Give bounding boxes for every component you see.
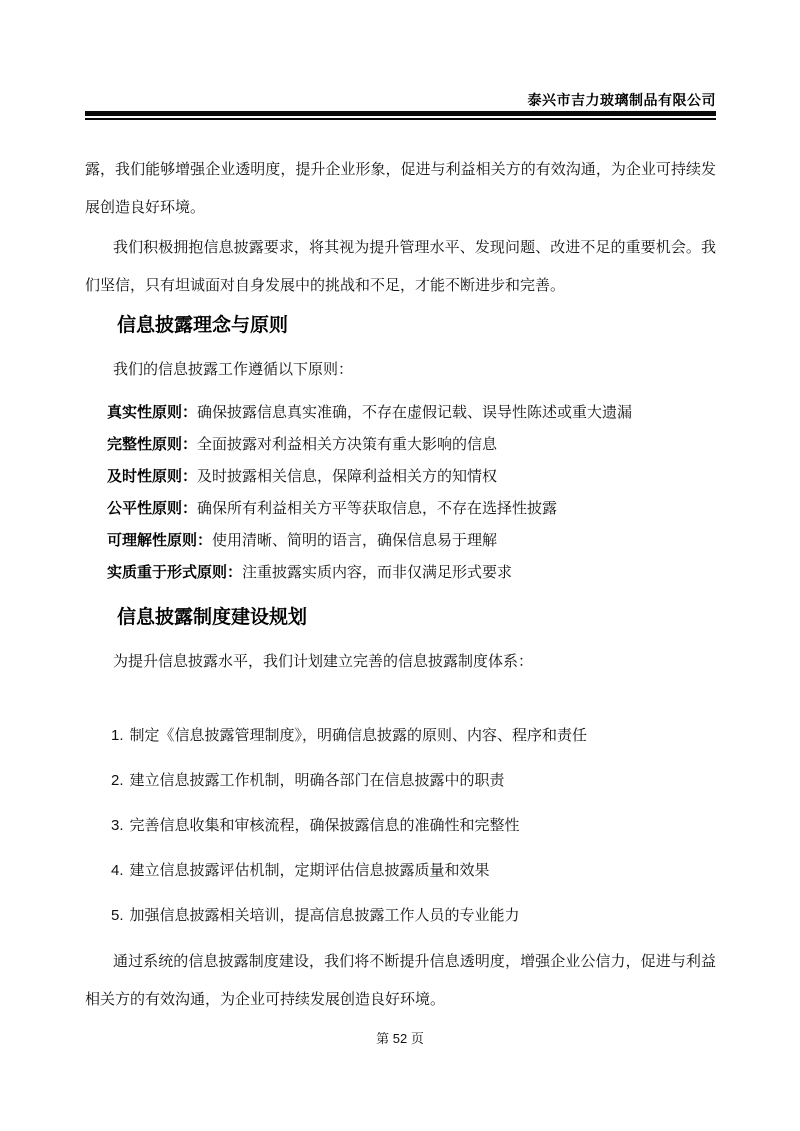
principle-text: 及时披露相关信息，保障利益相关方的知情权 (197, 468, 498, 485)
principle-item (107, 397, 716, 429)
principle-text: 注重披露实质内容，而非仅满足形式要求 (242, 564, 513, 581)
principle-label: 真实性原则： (107, 404, 198, 421)
system-plan-intro: 为提升信息披露水平，我们计划建立完善的信息披露制度体系： (113, 653, 534, 670)
principle-text: 确保所有利益相关方平等获取信息，不存在选择性披露 (197, 500, 558, 517)
principle-label: 实质重于形式原则： (107, 564, 243, 581)
plan-item-text: 制定《信息披露管理制度》，明确信息披露的原则、内容、程序和责任 (129, 727, 588, 744)
plan-item-number: 4. (111, 862, 124, 879)
plan-item-text: 完善信息收集和审核流程，确保披露信息的准确性和完整性 (129, 817, 520, 834)
principle-item (107, 525, 716, 557)
plan-item-number: 5. (111, 907, 124, 924)
section-title-system-plan: 信息披露制度建设规划 (117, 607, 308, 628)
paragraph-commitment: 我们积极拥抱信息披露要求，将其视为提升管理水平、发现问题、改进不足的重要机会。我们坚信，只有坦诚面对自身发展中的挑战和不足，才能不断进步和完善。 (85, 239, 716, 294)
principles-list (107, 397, 716, 589)
principle-item (107, 493, 716, 525)
principle-label: 可理解性原则： (107, 532, 213, 549)
principle-text: 确保披露信息真实准确，不存在虚假记载、误导性陈述或重大遗漏 (197, 404, 633, 421)
plan-item-number: 1. (111, 727, 124, 744)
principle-label: 公平性原则： (107, 500, 198, 517)
header-company-name: 泰兴市吉力玻璃制品有限公司 (527, 92, 716, 108)
principle-text: 全面披露对利益相关方决策有重大影响的信息 (197, 436, 498, 453)
plan-item-number: 3. (111, 817, 124, 834)
page-header (0, 0, 800, 120)
page-content (0, 151, 800, 1019)
plan-item-number: 2. (111, 772, 124, 789)
plan-item-text: 建立信息披露评估机制，定期评估信息披露质量和效果 (129, 862, 490, 879)
paragraph-continuation: 露，我们能够增强企业透明度，提升企业形象，促进与利益相关方的有效沟通，为企业可持续发展创造良好环境。 (85, 161, 716, 216)
principle-item (107, 557, 716, 589)
closing-paragraph: 通过系统的信息披露制度建设，我们将不断提升信息透明度，增强企业公信力，促进与利益相关方的有效沟通，为企业可持续发展创造良好环境。 (85, 953, 716, 1008)
principle-item (107, 429, 716, 461)
principle-label: 及时性原则： (107, 468, 198, 485)
principles-intro: 我们的信息披露工作遵循以下原则： (113, 361, 354, 378)
principle-text: 使用清晰、简明的语言，确保信息易于理解 (212, 532, 498, 549)
plan-list (111, 717, 716, 935)
principle-item (107, 461, 716, 493)
plan-list-item (111, 807, 716, 845)
plan-list-item (111, 762, 716, 800)
plan-item-text: 建立信息披露工作机制，明确各部门在信息披露中的职责 (129, 772, 505, 789)
plan-list-item (111, 852, 716, 890)
page-footer (0, 1031, 800, 1047)
plan-list-item (111, 897, 716, 935)
section-title-principles: 信息披露理念与原则 (117, 315, 289, 336)
header-rule (85, 111, 716, 120)
principle-label: 完整性原则： (107, 436, 198, 453)
page-number: 第 52 页 (376, 1031, 424, 1046)
plan-item-text: 加强信息披露相关培训，提高信息披露工作人员的专业能力 (129, 907, 520, 924)
plan-list-item (111, 717, 716, 755)
